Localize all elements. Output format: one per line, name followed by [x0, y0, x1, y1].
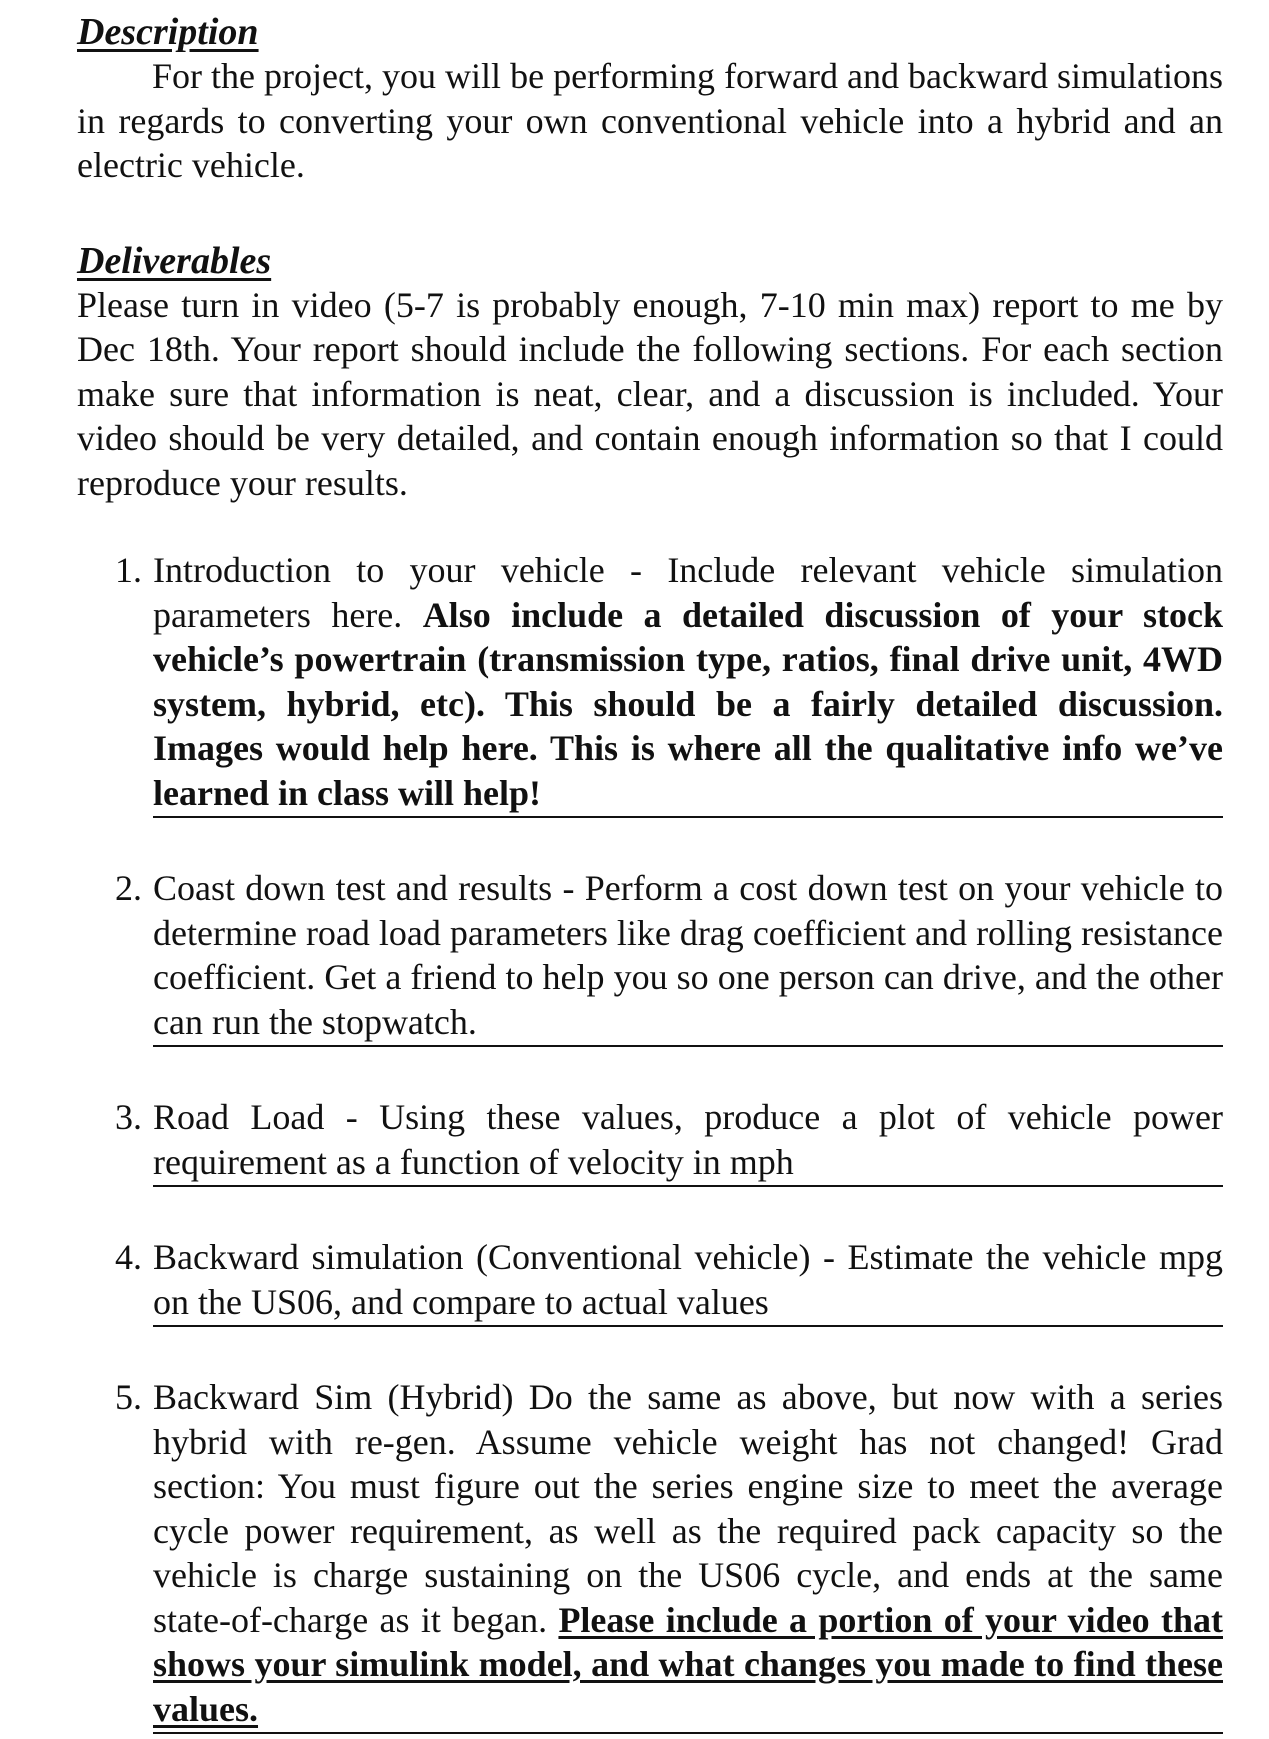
underline-rule — [153, 1325, 1223, 1327]
list-item-text: Introduction to your vehicle - Include relevant vehicle simulation parameters here. — [153, 550, 1223, 635]
list-item-text: Coast down test and results - Perform a cost down test on your vehicle to determine road load parameters like drag coefficient and rolling resistance coefficient. Get a friend to help you so one person can drive, and the other can run the stopwatch. — [153, 868, 1223, 1042]
list-item-4 — [77, 1235, 1223, 1327]
underline-rule — [153, 1185, 1223, 1187]
sections-list — [77, 548, 1223, 1734]
description-text: For the project, you will be performing forward and backward simulations in regards to converting your own conventional vehicle into a hybrid and an electric vehicle. — [77, 56, 1223, 185]
list-item-number: 3. — [115, 1097, 142, 1137]
list-item-number: 2. — [115, 868, 142, 908]
underline-rule — [153, 1045, 1223, 1047]
list-item-text: Road Load - Using these values, produce a plot of vehicle power requirement as a function of velocity in mph — [153, 1097, 1223, 1182]
list-item-body — [153, 1375, 1223, 1731]
list-item-number: 1. — [115, 550, 142, 590]
list-item-text: Backward simulation (Conventional vehicle) - Estimate the vehicle mpg on the US06, and compare to actual values — [153, 1237, 1223, 1322]
list-item-3 — [77, 1095, 1223, 1187]
list-item-5 — [77, 1375, 1223, 1734]
list-item-bold-underlined-text: Please include a portion of your video that shows your simulink model, and what changes you made to find these values. — [153, 1599, 1223, 1729]
underline-rule — [153, 1732, 1223, 1734]
deliverables-text: Please turn in video (5-7 is probably enough, 7-10 min max) report to me by Dec 18th. Your report should include the following sections. For each section make sure that information is neat, clear, and a discussion is included. Your video should be very detailed, and contain enough information so that I could reproduce your results. — [77, 284, 1223, 503]
list-item-2 — [77, 866, 1223, 1047]
list-item-bold-text: Also include a detailed discussion of your stock vehicle’s powertrain (transmission type, ratios, final drive unit, 4WD system, hybrid, etc). This should be a fairly detailed discussion. Images would help here. This is where all the qualitative info we’ve learned in class will help! — [153, 594, 1223, 813]
list-item-number: 4. — [115, 1237, 142, 1277]
document-page — [77, 10, 1223, 1734]
list-item-text: Backward Sim (Hybrid) Do the same as above, but now with a series hybrid with re-gen. Assume vehicle weight has not changed! Grad section: You must figure out the series engine size to meet the average cycle power requirement, as well as the required pack capacity so the vehicle is charge sustaining on the US06 cycle, and ends at the same state-of-charge as it began. — [153, 1377, 1223, 1640]
list-item-number: 5. — [115, 1377, 142, 1417]
description-heading: Description — [77, 11, 259, 53]
deliverables-heading: Deliverables — [77, 239, 272, 282]
list-item-body — [153, 548, 1223, 815]
list-item-1 — [77, 548, 1223, 818]
underline-rule — [153, 816, 1223, 818]
